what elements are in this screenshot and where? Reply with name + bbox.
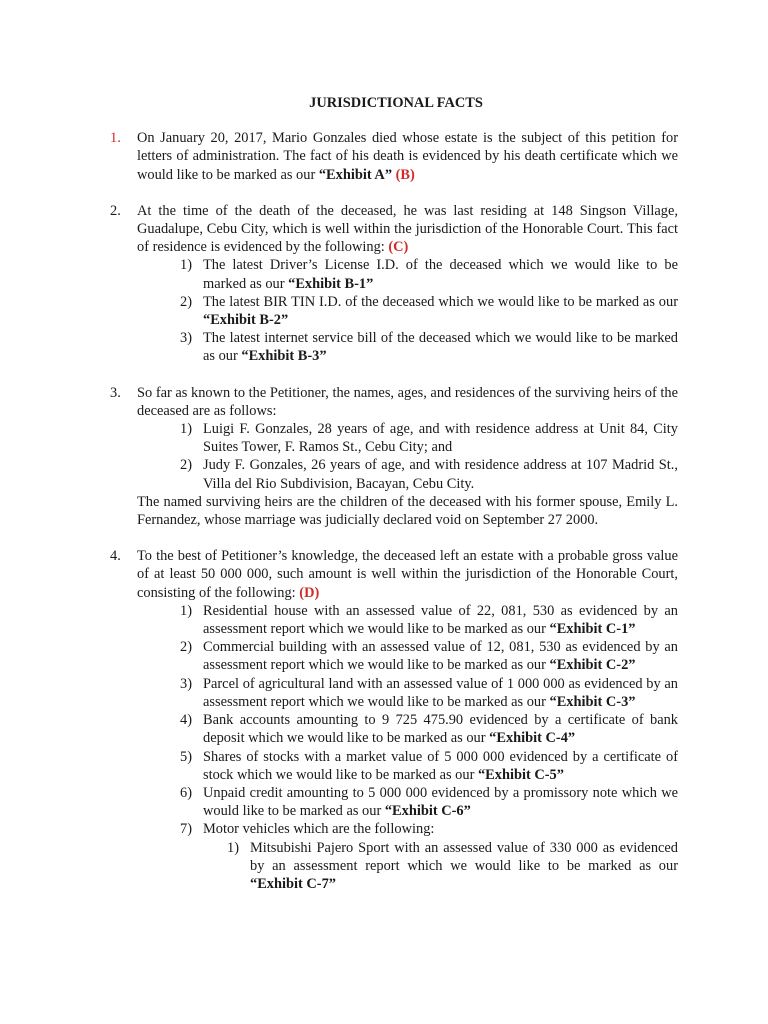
sub-item-text: Commercial building with an assessed value of 12, 081, 530 as evidenced by an assessment report which we would like to be marked as our bbox=[203, 639, 678, 674]
document-title: JURISDICTIONAL FACTS bbox=[309, 95, 483, 111]
sub-item-number: 2) bbox=[180, 457, 192, 474]
exhibit-label: “Exhibit C-1” bbox=[549, 621, 636, 638]
sub-sub-item-text: Mitsubishi Pajero Sport with an assessed value of 330 000 as evidenced by an assessment report which we would like to be marked as our bbox=[250, 839, 678, 874]
sub-item-number: 1) bbox=[180, 257, 192, 274]
sub-item-number: 2) bbox=[180, 293, 192, 310]
sub-item-text: Judy F. Gonzales, 26 years of age, and with residence address at 107 Madrid St., Villa del Rio Subdivision, Bacayan, Cebu City. bbox=[203, 457, 678, 492]
exhibit-label: “Exhibit C-6” bbox=[384, 803, 471, 820]
sub-item-text: The latest Driver’s License I.D. of the deceased which we would like to be marked as our bbox=[203, 257, 678, 292]
item-text: At the time of the death of the deceased, he was last residing at 148 Singson Village, Guadalupe, Cebu City, which is well within the jurisdiction of the Honorable Court. This fact of residence is evidenced by the following: bbox=[137, 202, 678, 256]
item-number: 4. bbox=[110, 548, 121, 565]
sub-item-number: 3) bbox=[180, 675, 192, 692]
fact-item-2 bbox=[110, 202, 678, 257]
sub-item-text: The latest internet service bill of the deceased which we would like to be marked as our bbox=[203, 330, 678, 365]
exhibit-label: “Exhibit C-3” bbox=[549, 693, 636, 710]
sub-item bbox=[110, 784, 678, 820]
exhibit-label: “Exhibit B-3” bbox=[241, 348, 327, 365]
sub-item bbox=[110, 293, 678, 329]
sub-item-text: Shares of stocks with a market value of 5 000 000 evidenced by a certificate of stock which we would like to be marked as our bbox=[203, 748, 678, 783]
exhibit-label: “Exhibit A” bbox=[318, 166, 393, 183]
sub-item-number: 2) bbox=[180, 639, 192, 656]
sub-item-number: 6) bbox=[180, 784, 192, 801]
sub-sub-item bbox=[110, 839, 678, 894]
sub-item-text: The latest BIR TIN I.D. of the deceased which we would like to be marked as our bbox=[203, 293, 678, 310]
exhibit-label: “Exhibit C-4” bbox=[489, 730, 576, 747]
sub-item bbox=[110, 420, 678, 456]
item-number: 3. bbox=[110, 384, 121, 401]
fact-item-1 bbox=[110, 129, 678, 184]
sub-item-number: 5) bbox=[180, 748, 192, 765]
item-text: So far as known to the Petitioner, the names, ages, and residences of the surviving heirs of the deceased are as follows: bbox=[137, 384, 678, 419]
exhibit-label: “Exhibit C-7” bbox=[250, 875, 336, 892]
sub-sub-item-number: 1) bbox=[227, 839, 239, 856]
closing-paragraph bbox=[110, 493, 678, 529]
sub-item-text: Luigi F. Gonzales, 28 years of age, and with residence address at Unit 84, City Suites Tower, F. Ramos St., Cebu City; and bbox=[203, 421, 678, 456]
sub-item-number: 3) bbox=[180, 330, 192, 347]
item-number: 2. bbox=[110, 202, 121, 219]
exhibit-label: “Exhibit C-2” bbox=[549, 657, 636, 674]
sub-item bbox=[110, 602, 678, 638]
sub-item-number: 4) bbox=[180, 712, 192, 729]
item-number: 1. bbox=[110, 130, 121, 147]
annotation-marker: (D) bbox=[299, 584, 320, 601]
sub-item-number: 7) bbox=[180, 821, 192, 838]
annotation-marker: (C) bbox=[388, 239, 409, 256]
item-text: On January 20, 2017, Mario Gonzales died whose estate is the subject of this petition for letters of administration. The fact of his death is evidenced by his death certificate which we would like to be marked as our bbox=[137, 130, 678, 183]
sub-item bbox=[110, 638, 678, 674]
exhibit-label: “Exhibit C-5” bbox=[477, 766, 564, 783]
sub-item-text: Motor vehicles which are the following: bbox=[203, 821, 435, 838]
sub-item-number: 1) bbox=[180, 421, 192, 438]
fact-item-3 bbox=[110, 384, 678, 420]
closing-text: The named surviving heirs are the children of the deceased with his former spouse, Emily L. Fernandez, whose marriage was judicially declared void on September 27 2000. bbox=[137, 493, 678, 529]
fact-item-4 bbox=[110, 547, 678, 602]
sub-item-text: Parcel of agricultural land with an assessed value of 1 000 000 as evidenced by an assessment report which we would like to be marked as our bbox=[203, 675, 678, 710]
sub-item bbox=[110, 675, 678, 711]
exhibit-label: “Exhibit B-2” bbox=[203, 312, 289, 329]
sub-item-text: Residential house with an assessed value of 22, 081, 530 as evidenced by an assessment report which we would like to be marked as our bbox=[203, 602, 678, 638]
sub-item bbox=[110, 456, 678, 492]
sub-item-text: Bank accounts amounting to 9 725 475.90 evidenced by a certificate of bank deposit which we would like to be marked as our bbox=[203, 712, 678, 747]
sub-item bbox=[110, 711, 678, 747]
sub-item-number: 1) bbox=[180, 602, 192, 619]
sub-item bbox=[110, 256, 678, 292]
sub-item bbox=[110, 820, 678, 838]
annotation-marker: (B) bbox=[395, 166, 415, 183]
sub-item-text: Unpaid credit amounting to 5 000 000 evidenced by a promissory note which we would like to be marked as our bbox=[203, 784, 678, 820]
sub-item bbox=[110, 329, 678, 365]
exhibit-label: “Exhibit B-1” bbox=[288, 275, 374, 292]
sub-item bbox=[110, 748, 678, 784]
item-text: To the best of Petitioner’s knowledge, the deceased left an estate with a probable gross value of at least 50 000 000, such amount is well within the jurisdiction of the Honorable Court, consisting of the following: bbox=[137, 548, 678, 601]
